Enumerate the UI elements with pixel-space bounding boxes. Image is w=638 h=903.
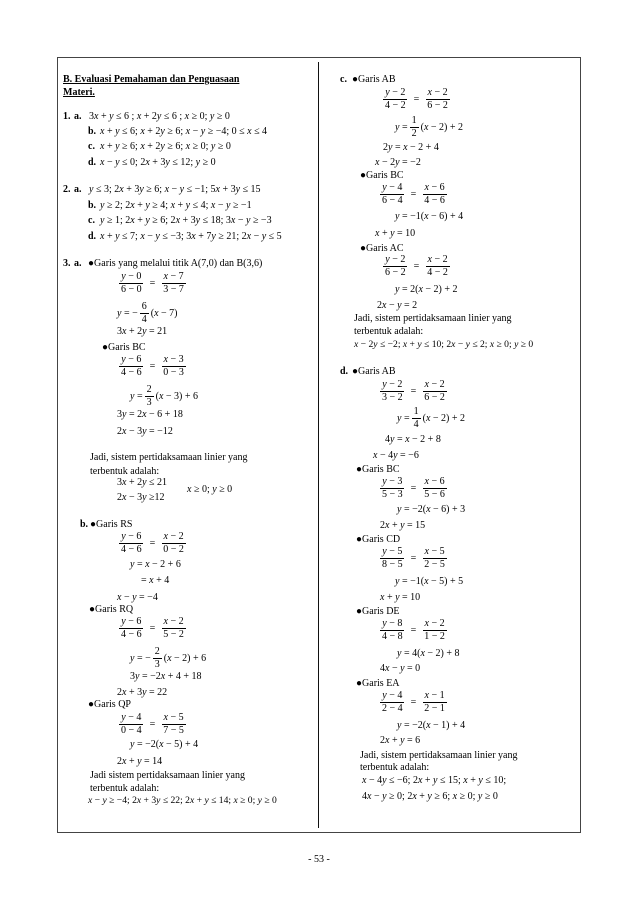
two-point-equation bbox=[117, 531, 188, 556]
fraction bbox=[153, 646, 162, 671]
slope-equation bbox=[117, 301, 178, 326]
equals-sign: = bbox=[410, 482, 417, 494]
equals-sign: = bbox=[410, 188, 417, 200]
two-point-equation bbox=[378, 546, 449, 571]
item-label: d. bbox=[340, 366, 349, 377]
item-label: a. bbox=[74, 258, 82, 269]
answer-text: x + y ≥ 6; x + 2y ≥ 6; x ≥ 0; y ≥ 0 bbox=[100, 141, 231, 152]
denominator: 1 − 2 bbox=[424, 631, 445, 642]
numerator: x − 1 bbox=[424, 690, 445, 701]
two-point-equation bbox=[378, 379, 449, 404]
fraction bbox=[422, 379, 447, 404]
numerator: x − 7 bbox=[163, 271, 184, 282]
fraction bbox=[422, 546, 447, 571]
answer-text: y ≥ 1; 2x + y ≥ 6; 2x + 3y ≤ 18; 3x − y ≥ −3 bbox=[100, 215, 272, 226]
denominator: 4 − 6 bbox=[121, 367, 142, 378]
fraction bbox=[380, 379, 405, 404]
denominator: 2 − 4 bbox=[382, 703, 403, 714]
equals-sign: = bbox=[149, 718, 156, 730]
item-label: b. bbox=[88, 200, 97, 211]
numerator: y − 0 bbox=[121, 271, 142, 282]
denominator: 6 − 2 bbox=[424, 392, 445, 403]
fraction bbox=[161, 616, 186, 641]
equals-sign: = bbox=[410, 624, 417, 636]
slope-prefix: y = − bbox=[130, 652, 151, 664]
numerator: y − 6 bbox=[121, 616, 142, 627]
item-label: c. bbox=[88, 215, 95, 226]
denominator: 3 − 7 bbox=[163, 284, 184, 295]
line-result: x − 4y = −6 bbox=[373, 450, 419, 461]
line-step: 2y = x − 2 + 4 bbox=[383, 142, 439, 153]
denominator: 4 − 6 bbox=[424, 195, 445, 206]
fraction bbox=[422, 618, 447, 643]
line-title: ●Garis BC bbox=[356, 464, 400, 475]
denominator: 0 − 2 bbox=[163, 544, 184, 555]
item-label: b. bbox=[88, 126, 97, 137]
fraction bbox=[119, 616, 144, 641]
fraction bbox=[161, 354, 186, 379]
slope-equation bbox=[130, 646, 206, 671]
fraction bbox=[119, 531, 144, 556]
denominator: 6 − 2 bbox=[427, 100, 448, 111]
numerator: x − 2 bbox=[427, 87, 448, 98]
system-inequality: 2x − 3y ≥12 bbox=[117, 492, 165, 503]
line-title: ●Garis BC bbox=[360, 170, 404, 181]
equals-sign: = bbox=[149, 622, 156, 634]
two-point-equation bbox=[117, 616, 188, 641]
line-result: x + y = 10 bbox=[375, 228, 416, 239]
numerator: x − 5 bbox=[424, 546, 445, 557]
numerator: 6 bbox=[141, 301, 147, 312]
two-point-equation bbox=[378, 690, 449, 715]
numerator: 2 bbox=[154, 646, 160, 657]
fraction bbox=[119, 712, 144, 737]
fraction bbox=[380, 690, 405, 715]
system-inequality: x − 4y ≤ −6; 2x + y ≤ 15; x + y ≤ 10; bbox=[362, 775, 507, 786]
line-step: = x + 4 bbox=[141, 575, 170, 586]
two-point-equation bbox=[378, 618, 449, 643]
item-label: a. bbox=[74, 111, 82, 122]
fraction bbox=[161, 271, 186, 296]
numerator: y − 4 bbox=[382, 690, 403, 701]
numerator: x − 2 bbox=[163, 531, 184, 542]
numerator: x − 6 bbox=[424, 182, 445, 193]
answer-text: x − y ≤ 0; 2x + 3y ≤ 12; y ≥ 0 bbox=[100, 157, 216, 168]
numerator: x − 5 bbox=[163, 712, 184, 723]
equals-sign: = bbox=[410, 385, 417, 397]
numerator: x − 2 bbox=[163, 616, 184, 627]
conclusion-text: terbentuk adalah: bbox=[354, 326, 424, 337]
line-title: ●Garis DE bbox=[356, 606, 400, 617]
line-title: ●Garis RQ bbox=[89, 604, 134, 615]
fraction bbox=[380, 476, 405, 501]
line-step: y = −1(x − 6) + 4 bbox=[395, 211, 464, 222]
fraction bbox=[380, 182, 405, 207]
numerator: 1 bbox=[413, 406, 419, 417]
numerator: 1 bbox=[411, 115, 417, 126]
slope-equation bbox=[397, 406, 465, 431]
fraction bbox=[119, 271, 144, 296]
line-title: ●Garis AB bbox=[352, 366, 396, 377]
equals-sign: = bbox=[410, 552, 417, 564]
denominator: 2 bbox=[411, 128, 417, 139]
numerator: 2 bbox=[146, 384, 152, 395]
slope-suffix: (x − 2) + 2 bbox=[422, 412, 465, 424]
fraction bbox=[140, 301, 149, 326]
line-step: 3y = 2x − 6 + 18 bbox=[117, 409, 183, 420]
line-step: y = −2(x − 1) + 4 bbox=[397, 720, 466, 731]
fraction bbox=[422, 690, 447, 715]
fraction bbox=[161, 712, 186, 737]
line-result: x − y = −4 bbox=[117, 592, 158, 603]
fraction bbox=[422, 182, 447, 207]
conclusion-text: Jadi sistem pertidaksamaan linier yang bbox=[90, 770, 245, 781]
equals-sign: = bbox=[149, 537, 156, 549]
two-point-equation bbox=[378, 476, 449, 501]
line-step: y = x − 2 + 6 bbox=[130, 559, 181, 570]
line-result: 2x + y = 14 bbox=[117, 756, 163, 767]
numerator: y − 8 bbox=[382, 618, 403, 629]
column-divider bbox=[318, 62, 319, 828]
question-number: 1. bbox=[63, 111, 71, 122]
conclusion-text: terbentuk adalah: bbox=[360, 762, 430, 773]
numerator: y − 2 bbox=[385, 87, 406, 98]
slope-equation bbox=[130, 384, 198, 409]
conclusion-text: Jadi, sistem pertidaksamaan linier yang bbox=[360, 750, 518, 761]
answer-text: y ≥ 2; 2x + y ≥ 4; x + y ≤ 4; x − y ≥ −1 bbox=[100, 200, 252, 211]
denominator: 7 − 5 bbox=[163, 725, 184, 736]
answer-text: x + y ≤ 7; x − y ≤ −3; 3x + 7y ≥ 21; 2x − y ≤ 5 bbox=[100, 231, 282, 242]
answer-text: y ≤ 3; 2x + 3y ≥ 6; x − y ≤ −1; 5x + 3y ≤ 15 bbox=[89, 184, 261, 195]
numerator: y − 4 bbox=[382, 182, 403, 193]
denominator: 4 − 8 bbox=[382, 631, 403, 642]
system-inequality: x − y ≥ −4; 2x + 3y ≤ 22; 2x + y ≤ 14; x ≥ 0; y ≥ 0 bbox=[88, 795, 277, 806]
denominator: 0 − 4 bbox=[121, 725, 142, 736]
two-point-equation bbox=[117, 271, 188, 296]
line-result: x − 2y = −2 bbox=[375, 157, 421, 168]
fraction bbox=[380, 546, 405, 571]
line-step: y = 4(x − 2) + 8 bbox=[397, 648, 460, 659]
fraction bbox=[422, 476, 447, 501]
denominator: 4 − 2 bbox=[427, 267, 448, 278]
conclusion-text: terbentuk adalah: bbox=[90, 783, 160, 794]
conclusion-text: Jadi, sistem pertidaksamaan linier yang bbox=[90, 452, 248, 463]
equals-sign: = bbox=[413, 260, 420, 272]
slope-suffix: (x − 3) + 6 bbox=[155, 390, 198, 402]
denominator: 4 − 6 bbox=[121, 629, 142, 640]
fraction bbox=[145, 384, 154, 409]
answer-text: 3x + y ≤ 6 ; x + 2y ≤ 6 ; x ≥ 0; y ≥ 0 bbox=[89, 111, 230, 122]
denominator: 6 − 4 bbox=[382, 195, 403, 206]
equals-sign: = bbox=[413, 93, 420, 105]
line-result: 2x − 3y = −12 bbox=[117, 426, 173, 437]
denominator: 8 − 5 bbox=[382, 559, 403, 570]
line-step: 4y = x − 2 + 8 bbox=[385, 434, 441, 445]
line-result: 2x + 3y = 22 bbox=[117, 687, 168, 698]
numerator: y − 2 bbox=[382, 379, 403, 390]
numerator: x − 3 bbox=[163, 354, 184, 365]
line-title: ●Garis RS bbox=[90, 519, 133, 530]
line-title: ●Garis BC bbox=[102, 342, 146, 353]
line-title: ●Garis AB bbox=[352, 74, 396, 85]
denominator: 4 − 6 bbox=[121, 544, 142, 555]
line-title: ●Garis EA bbox=[356, 678, 400, 689]
item-label: a. bbox=[74, 184, 82, 195]
denominator: 4 bbox=[141, 314, 147, 325]
slope-suffix: (x − 2) + 2 bbox=[420, 121, 463, 133]
item-label: d. bbox=[88, 157, 97, 168]
question-number: 3. bbox=[63, 258, 71, 269]
fraction bbox=[380, 618, 405, 643]
two-point-equation bbox=[117, 354, 188, 379]
denominator: 6 − 0 bbox=[121, 284, 142, 295]
equals-sign: = bbox=[149, 277, 156, 289]
line-step: y = 2(x − 2) + 2 bbox=[395, 284, 458, 295]
fraction bbox=[383, 254, 408, 279]
numerator: x − 2 bbox=[424, 618, 445, 629]
two-point-equation bbox=[381, 254, 452, 279]
denominator: 0 − 3 bbox=[163, 367, 184, 378]
slope-prefix: y = − bbox=[117, 307, 138, 319]
section-heading-cont: Materi. bbox=[63, 87, 95, 98]
fraction bbox=[425, 254, 450, 279]
numerator: x − 2 bbox=[427, 254, 448, 265]
fraction bbox=[425, 87, 450, 112]
fraction bbox=[161, 531, 186, 556]
line-result: 2x + y = 6 bbox=[380, 735, 421, 746]
slope-prefix: y = bbox=[395, 121, 408, 133]
line-result: x + y = 10 bbox=[380, 592, 421, 603]
numerator: y − 4 bbox=[121, 712, 142, 723]
denominator: 5 − 3 bbox=[382, 489, 403, 500]
page-number: - 53 - bbox=[308, 854, 330, 865]
two-point-equation bbox=[378, 182, 449, 207]
numerator: y − 3 bbox=[382, 476, 403, 487]
denominator: 6 − 2 bbox=[385, 267, 406, 278]
conclusion-text: Jadi, sistem pertidaksamaan linier yang bbox=[354, 313, 512, 324]
two-point-equation bbox=[117, 712, 188, 737]
two-point-equation bbox=[381, 87, 452, 112]
denominator: 3 − 2 bbox=[382, 392, 403, 403]
system-inequality: x − 2y ≤ −2; x + y ≤ 10; 2x − y ≤ 2; x ≥ 0; y ≥ 0 bbox=[354, 339, 534, 350]
equals-sign: = bbox=[410, 696, 417, 708]
denominator: 4 − 2 bbox=[385, 100, 406, 111]
item-label: c. bbox=[88, 141, 95, 152]
conclusion-text: terbentuk adalah: bbox=[90, 466, 160, 477]
question-number: 2. bbox=[63, 184, 71, 195]
line-title: ●Garis QP bbox=[88, 699, 131, 710]
numerator: x − 6 bbox=[424, 476, 445, 487]
item-label: d. bbox=[88, 231, 97, 242]
numerator: y − 2 bbox=[385, 254, 406, 265]
slope-suffix: (x − 2) + 6 bbox=[163, 652, 207, 664]
numerator: y − 6 bbox=[121, 531, 142, 542]
line-result: 2x + y = 15 bbox=[380, 520, 426, 531]
fraction bbox=[410, 115, 419, 140]
system-inequality: x ≥ 0; y ≥ 0 bbox=[187, 484, 233, 495]
equals-sign: = bbox=[149, 360, 156, 372]
item-label: b. bbox=[80, 519, 89, 530]
denominator: 5 − 6 bbox=[424, 489, 445, 500]
section-heading: B. Evaluasi Pemahaman dan Penguasaan bbox=[63, 74, 240, 85]
denominator: 5 − 2 bbox=[163, 629, 184, 640]
line-step: y = −1(x − 5) + 5 bbox=[395, 576, 464, 587]
line-result: 4x − y = 0 bbox=[380, 663, 421, 674]
line-step: 3y = −2x + 4 + 18 bbox=[130, 671, 202, 682]
line-step: y = −2(x − 6) + 3 bbox=[397, 504, 466, 515]
line-step: y = −2(x − 5) + 4 bbox=[130, 739, 199, 750]
denominator: 4 bbox=[413, 419, 419, 430]
system-inequality: 3x + 2y ≤ 21 bbox=[117, 477, 168, 488]
slope-prefix: y = bbox=[130, 390, 143, 402]
numerator: y − 6 bbox=[121, 354, 142, 365]
numerator: y − 5 bbox=[382, 546, 403, 557]
denominator: 3 bbox=[146, 397, 152, 408]
line-title: ●Garis AC bbox=[360, 243, 404, 254]
slope-suffix: (x − 7) bbox=[150, 307, 178, 319]
line-result: 3x + 2y = 21 bbox=[117, 326, 168, 337]
denominator: 3 bbox=[154, 659, 160, 670]
system-inequality: 4x − y ≥ 0; 2x + y ≥ 6; x ≥ 0; y ≥ 0 bbox=[362, 791, 498, 802]
numerator: x − 2 bbox=[424, 379, 445, 390]
answer-text: x + y ≤ 6; x + 2y ≥ 6; x − y ≥ −4; 0 ≤ x ≤ 4 bbox=[100, 126, 268, 137]
slope-prefix: y = bbox=[397, 412, 410, 424]
denominator: 2 − 1 bbox=[424, 703, 445, 714]
line-title: ●Garis yang melalui titik A(7,0) dan B(3,6) bbox=[88, 258, 263, 269]
slope-equation bbox=[395, 115, 463, 140]
fraction bbox=[119, 354, 144, 379]
line-result: 2x − y = 2 bbox=[377, 300, 418, 311]
line-title: ●Garis CD bbox=[356, 534, 401, 545]
fraction bbox=[412, 406, 421, 431]
item-label: c. bbox=[340, 74, 347, 85]
denominator: 2 − 5 bbox=[424, 559, 445, 570]
fraction bbox=[383, 87, 408, 112]
